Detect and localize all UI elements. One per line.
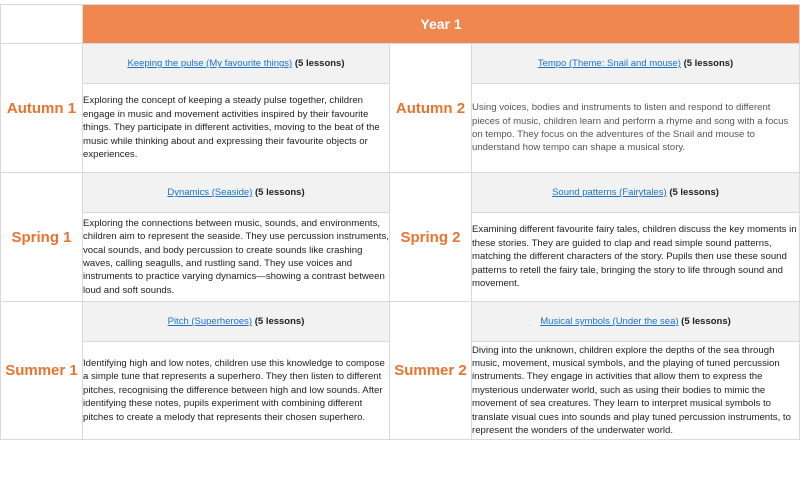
header-row: [1, 5, 800, 44]
unit-title-summer-1: [83, 302, 390, 342]
unit-title-summer-2: [472, 302, 800, 342]
unit-title-spring-2: [472, 173, 800, 213]
term-label-autumn-1: Autumn 1: [1, 44, 83, 173]
curriculum-table: [0, 4, 800, 440]
unit-link-summer-1[interactable]: Pitch (Superheroes): [167, 316, 253, 327]
unit-description-spring-1: Exploring the connections between music, sounds, and environments, children aim to represent the seaside. They use percussion instruments, vocal sounds, and body percussion to create sounds like crashing waves, calling seagulls, and rustling sand. They use voices and instruments to practice varying dynamics—showing a contrast between loud and soft sounds.: [83, 213, 390, 302]
unit-link-autumn-1[interactable]: Keeping the pulse (My favourite things): [127, 58, 293, 69]
unit-link-spring-2[interactable]: Sound patterns (Fairytales): [552, 187, 667, 198]
summer-title-row: [1, 302, 800, 342]
term-label-summer-1: Summer 1: [1, 302, 83, 440]
lesson-count-summer-1: (5 lessons): [254, 316, 305, 327]
lesson-count-autumn-2: (5 lessons): [683, 58, 734, 69]
unit-title-autumn-1: [83, 44, 390, 84]
year-header: Year 1: [83, 5, 800, 44]
lesson-count-summer-2: (5 lessons): [681, 316, 731, 327]
unit-title-spring-1: [83, 173, 390, 213]
unit-description-summer-1: Identifying high and low notes, children use this knowledge to compose a simple tune that represents a superhero. They then listen to different pitches, recognising the difference between high and low sounds. After identifying these notes, pupils experiment with combining different pitches to create a melody that represents their chosen superhero.: [83, 342, 390, 440]
unit-title-autumn-2: [472, 44, 800, 84]
unit-description-summer-2: Diving into the unknown, children explore the depths of the sea through music, movement, musical symbols, and the playing of tuned percussion instruments. They engage in activities that allow them to express the mysterious underwater world, such as using their bodies to mimic the movement of sea creatures. They learn to interpret musical symbols to translate visual cues into sounds and play tuned percussion instruments, to represent the wonders of the underwater world.: [472, 342, 800, 440]
unit-description-autumn-2: Using voices, bodies and instruments to listen and respond to different pieces of music, children learn and perform a rhyme and song with a focus on tempo. They focus on the adventures of the Snail and mouse to understand how tempo can shape a musical story.: [472, 84, 800, 173]
term-label-summer-2: Summer 2: [390, 302, 472, 440]
unit-link-autumn-2[interactable]: Tempo (Theme: Snail and mouse): [537, 58, 681, 69]
term-label-autumn-2: Autumn 2: [390, 44, 472, 173]
term-label-spring-2: Spring 2: [390, 173, 472, 302]
autumn-title-row: [1, 44, 800, 84]
term-label-spring-1: Spring 1: [1, 173, 83, 302]
unit-description-autumn-1: Exploring the concept of keeping a steady pulse together, children engage in music and movement activities inspired by their favourite things. They participate in different activities, moving to the beat of the music while thinking about and expressing their favourite objects or experiences.: [83, 84, 390, 173]
unit-link-summer-2[interactable]: Musical symbols (Under the sea): [540, 316, 679, 327]
unit-description-spring-2: Examining different favourite fairy tales, children discuss the key moments in these stories. They are guided to clap and read simple sound patterns, matching the different characters of the story. Pupils then use these sound patterns to retell the fairy tale, bringing the story to life through sound and movement.: [472, 213, 800, 302]
lesson-count-autumn-1: (5 lessons): [294, 58, 345, 69]
corner-cell: [1, 5, 83, 44]
spring-title-row: [1, 173, 800, 213]
lesson-count-spring-2: (5 lessons): [669, 187, 719, 198]
unit-link-spring-1[interactable]: Dynamics (Seaside): [167, 187, 253, 198]
lesson-count-spring-1: (5 lessons): [255, 187, 305, 198]
